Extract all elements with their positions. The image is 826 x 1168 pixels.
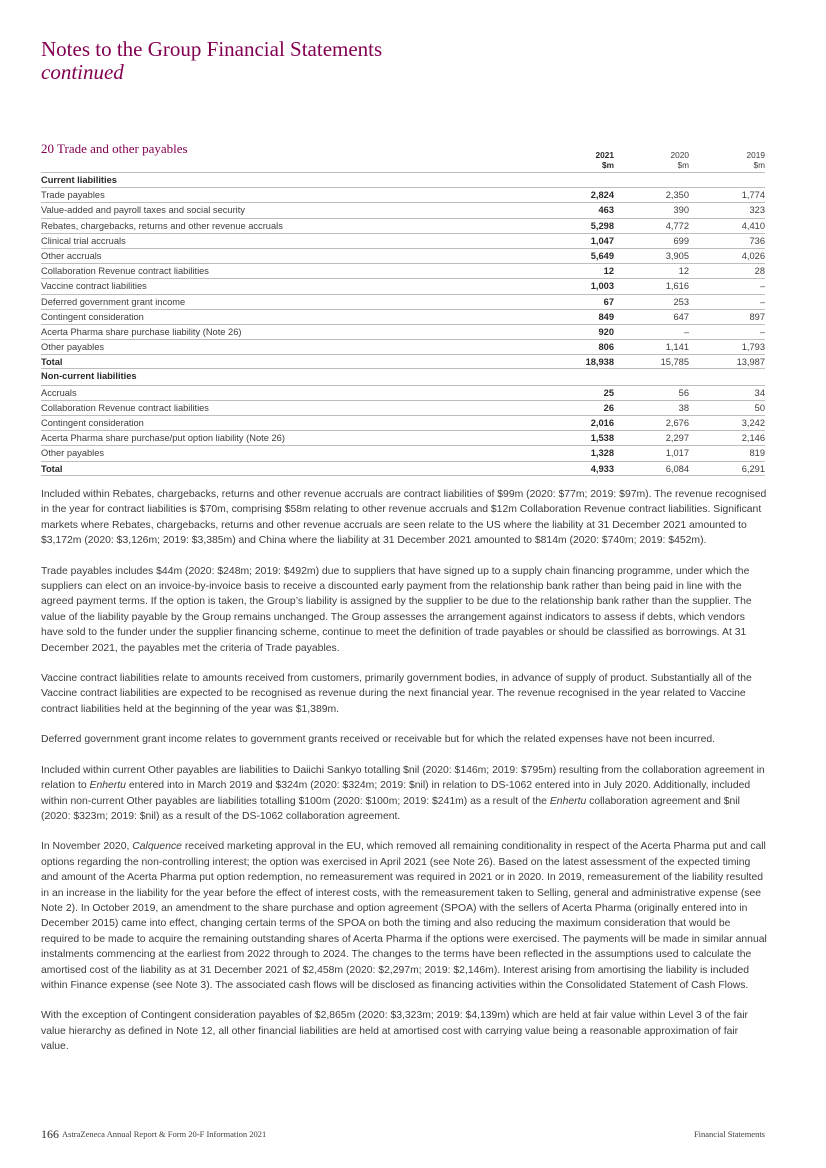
cell-2020: 4,772 — [665, 220, 689, 231]
page-header — [41, 38, 786, 84]
cell-2019: 2,146 — [741, 433, 765, 444]
cell-2019: 323 — [749, 205, 765, 216]
cell-2020: 56 — [678, 387, 689, 398]
cell-2019: 13,987 — [736, 357, 765, 368]
row-label: Current liabilities — [41, 175, 117, 185]
table-row — [41, 415, 765, 430]
cell-2020: 12 — [678, 266, 689, 277]
cell-2019: – — [759, 296, 765, 307]
cell-2021: 1,047 — [590, 235, 614, 246]
cell-2020: 6,084 — [665, 463, 689, 474]
cell-2019: – — [759, 326, 765, 337]
cell-2021: 2,824 — [590, 190, 614, 201]
note-paragraph: Deferred government grant income relates to government grants received or receivable but for which the related expenses have not been incurred. — [41, 734, 716, 746]
table-row — [41, 309, 765, 324]
cell-2021: 1,538 — [590, 433, 614, 444]
table-row — [41, 445, 765, 460]
table-row — [41, 430, 765, 445]
cell-2021: 1,328 — [590, 448, 614, 459]
cell-2020: 1,616 — [665, 281, 689, 292]
cell-2021: 5,649 — [590, 250, 614, 261]
row-label: Deferred government grant income — [41, 296, 186, 307]
cell-2019: 897 — [749, 311, 765, 322]
page-subtitle: continued — [41, 60, 124, 84]
note-paragraph: Trade payables includes $44m (2020: $248m; 2019: $492m) due to suppliers that have signed up to a supply chain financing programme, under which the suppliers can elect on an invoice-by-invoice basis to receive a discounted early payment from the relationship bank rather than being paid in line with the agreed payment terms. If the option is taken, the Group’s liability is assigned by the supplier to be due to the relationship bank rather than the supplier. The value of the liability payable by the Group remains unchanged. The Group assesses the arrangement against indicators to assess if debts, which vendors have sold to the funder under the supplier financing scheme, continue to meet the definition of trade payables or should be classified as borrowings. At 31 December 2021, the payables met the criteria of Trade payables. — [41, 565, 752, 654]
table-row — [41, 385, 765, 400]
row-label: Total — [41, 357, 63, 368]
cell-2021: 806 — [598, 342, 614, 353]
cell-2021: 2,016 — [590, 418, 614, 428]
table-row — [41, 294, 765, 309]
row-label: Rebates, chargebacks, returns and other revenue accruals — [41, 220, 283, 231]
cell-2020: 1,017 — [665, 448, 689, 459]
page-title: Notes to the Group Financial Statements — [41, 37, 383, 61]
cell-2019: 3,242 — [741, 418, 765, 428]
cell-2021: 920 — [598, 326, 614, 337]
cell-2020: 15,785 — [660, 357, 689, 368]
note-paragraph: Included within current Other payables are liabilities to Daiichi Sankyo totalling $nil (2020: $146m; 2019: $795m) resulting from the collaboration agreement in relation to Enhertu entered into in March 2019 and $324m (2020: $324m; 2019: $nil) in relation to DS-1062 entered into in July 2020. Additionally, included within non-current Other payables are liabilities totalling $100m (2020: $100m; 2019: $241m) as a result of the Enhertu collaboration agreement and $nil (2020: $323m; 2019: $nil) as a result of the DS-1062 collaboration agreement. — [41, 764, 765, 822]
table-row — [41, 324, 765, 339]
row-label: Non-current liabilities — [41, 371, 137, 382]
cell-2021: 5,298 — [590, 220, 614, 231]
table-row — [41, 339, 765, 354]
row-label: Vaccine contract liabilities — [41, 281, 147, 292]
cell-2020: 2,297 — [665, 433, 689, 444]
cell-2021: 25 — [603, 387, 614, 398]
row-label: Collaboration Revenue contract liabilities — [41, 266, 209, 277]
row-label: Other payables — [41, 342, 105, 353]
cell-2021: 849 — [598, 311, 614, 322]
cell-2021: 26 — [603, 402, 614, 413]
cell-2020: 1,141 — [665, 342, 689, 353]
cell-2019: 4,026 — [741, 250, 765, 261]
row-label: Contingent consideration — [41, 418, 144, 428]
cell-2020: 390 — [673, 205, 689, 216]
table-row — [41, 400, 765, 415]
table-row — [41, 461, 765, 476]
row-label: Acerta Pharma share purchase liability (Note 26) — [41, 326, 242, 337]
cell-2020: 38 — [678, 402, 689, 413]
column-header-2019: 2019 $m — [746, 150, 765, 170]
row-label: Value-added and payroll taxes and social security — [41, 205, 245, 216]
payables-table — [41, 150, 765, 476]
cell-2021: 12 — [603, 266, 614, 277]
cell-2020: 253 — [673, 296, 689, 307]
table-row — [41, 187, 765, 202]
column-header-2021: 2021 $m — [595, 150, 614, 170]
cell-2021: 4,933 — [590, 463, 614, 474]
report-name: AstraZeneca Annual Report & Form 20-F Information 2021 — [62, 1129, 267, 1139]
table-row — [41, 172, 765, 187]
page-footer — [41, 1128, 765, 1144]
row-label: Collaboration Revenue contract liabilities — [41, 402, 209, 413]
row-label: Other payables — [41, 448, 105, 459]
notes-text — [41, 487, 767, 1070]
cell-2020: 647 — [673, 311, 689, 322]
cell-2020: 3,905 — [665, 250, 689, 261]
cell-2019: 819 — [749, 448, 765, 459]
cell-2019: 50 — [754, 402, 765, 413]
cell-2020: 699 — [673, 235, 689, 246]
table-row — [41, 248, 765, 263]
cell-2019: 34 — [754, 387, 765, 398]
note-paragraph: With the exception of Contingent consideration payables of $2,865m (2020: $3,323m; 2019: $4,139m) which are held at fair value within Level 3 of the fair value hierarchy as defined in Note 12, all other financial liabilities are held at amortised cost with carrying value being a reasonable approximation of fair value. — [41, 1010, 748, 1053]
row-label: Contingent consideration — [41, 311, 144, 322]
cell-2019: 736 — [749, 235, 765, 246]
row-label: Other accruals — [41, 250, 102, 261]
cell-2020: – — [683, 326, 689, 337]
section-title: 20 Trade and other payables — [41, 141, 188, 156]
note-paragraph: In November 2020, Calquence received marketing approval in the EU, which removed all remaining conditionality in respect of the Acerta Pharma put and call options regarding the non-controlling interest; the option was exercised in April 2021 (see Note 26). Based on the latest assessment of the expected timing and amount of the Acerta Pharma put option redemption, no remeasurement was required in 2021 or in 2020. In 2019, remeasurement of the liability resulted in an increase in the liability for the year before the effect of interest costs, with the remeasurement taken to Selling, general and administrative expense (see Note 2). In October 2019, an amendment to the share purchase and option agreement (SPOA) with the sellers of Acerta Pharma (originally entered into in December 2015) came into effect, changing certain terms of the SPOA on both the timing and also reducing the maximum consideration that would be required to be made to acquire the remaining outstanding shares of Acerta Pharma if the options were exercised. The payments will be made in similar annual instalments commencing at the earliest from 2022 through to 2024. The changes to the terms have been reflected in the assumptions used to calculate the amortised cost of the liability as at 31 December 2021 of $2,458m (2020: $2,297m; 2019: $2,146m). Interest arising from amortising the liability is included within Finance expense (see Note 3). The associated cash flows will be disclosed as financing activities within the Consolidated Statement of Cash Flows. — [41, 841, 767, 991]
cell-2021: 1,003 — [590, 281, 614, 292]
table-row — [41, 233, 765, 248]
table-row — [41, 263, 765, 278]
table-row — [41, 202, 765, 217]
cell-2019: 6,291 — [741, 463, 765, 474]
footer-section-name: Financial Statements — [693, 1129, 765, 1139]
table-body — [41, 172, 765, 476]
cell-2020: 2,350 — [665, 190, 689, 201]
row-label: Acerta Pharma share purchase/put option liability (Note 26) — [41, 433, 285, 444]
note-paragraph: Vaccine contract liabilities relate to amounts received from customers, primarily government bodies, in advance of supply of product. Substantially all of the Vaccine contract liabilities are expected to be recognised as revenue during the next financial year. The revenue recognised in the year related to Vaccine contract liabilities held at the beginning of the year was $1,389m. — [41, 673, 752, 715]
table-row — [41, 354, 765, 369]
cell-2019: 28 — [754, 266, 765, 277]
cell-2019: 1,793 — [741, 342, 765, 353]
row-label: Total — [41, 463, 63, 474]
table-column-headers — [41, 150, 765, 172]
cell-2019: – — [759, 281, 765, 292]
column-header-2020: 2020 $m — [670, 150, 689, 170]
cell-2019: 1,774 — [741, 190, 765, 201]
cell-2021: 18,938 — [585, 357, 614, 368]
cell-2019: 4,410 — [741, 220, 765, 231]
note-paragraph: Included within Rebates, chargebacks, returns and other revenue accruals are contract liabilities of $99m (2020: $77m; 2019: $97m). The revenue recognised in the year for contract liabilities is $70m, comprising $58m relating to other revenue accruals and $12m Collaboration Revenue contract liabilities. Significant markets where Rebates, chargebacks, returns and other revenue accruals are seen relate to the US where the liability at 31 December 2021 amounted to $3,172m (2020: $3,126m; 2019: $3,385m) and China where the liability at 31 December 2021 amounted to $814m (2020: $740m; 2019: $452m). — [41, 489, 767, 547]
page-number: 166 — [41, 1127, 59, 1141]
row-label: Clinical trial accruals — [41, 235, 126, 246]
cell-2020: 2,676 — [665, 418, 689, 428]
table-row — [41, 369, 765, 384]
table-row — [41, 218, 765, 233]
table-row — [41, 278, 765, 293]
row-label: Accruals — [41, 387, 77, 398]
cell-2021: 67 — [603, 296, 614, 307]
row-label: Trade payables — [41, 190, 105, 201]
cell-2021: 463 — [598, 205, 614, 216]
